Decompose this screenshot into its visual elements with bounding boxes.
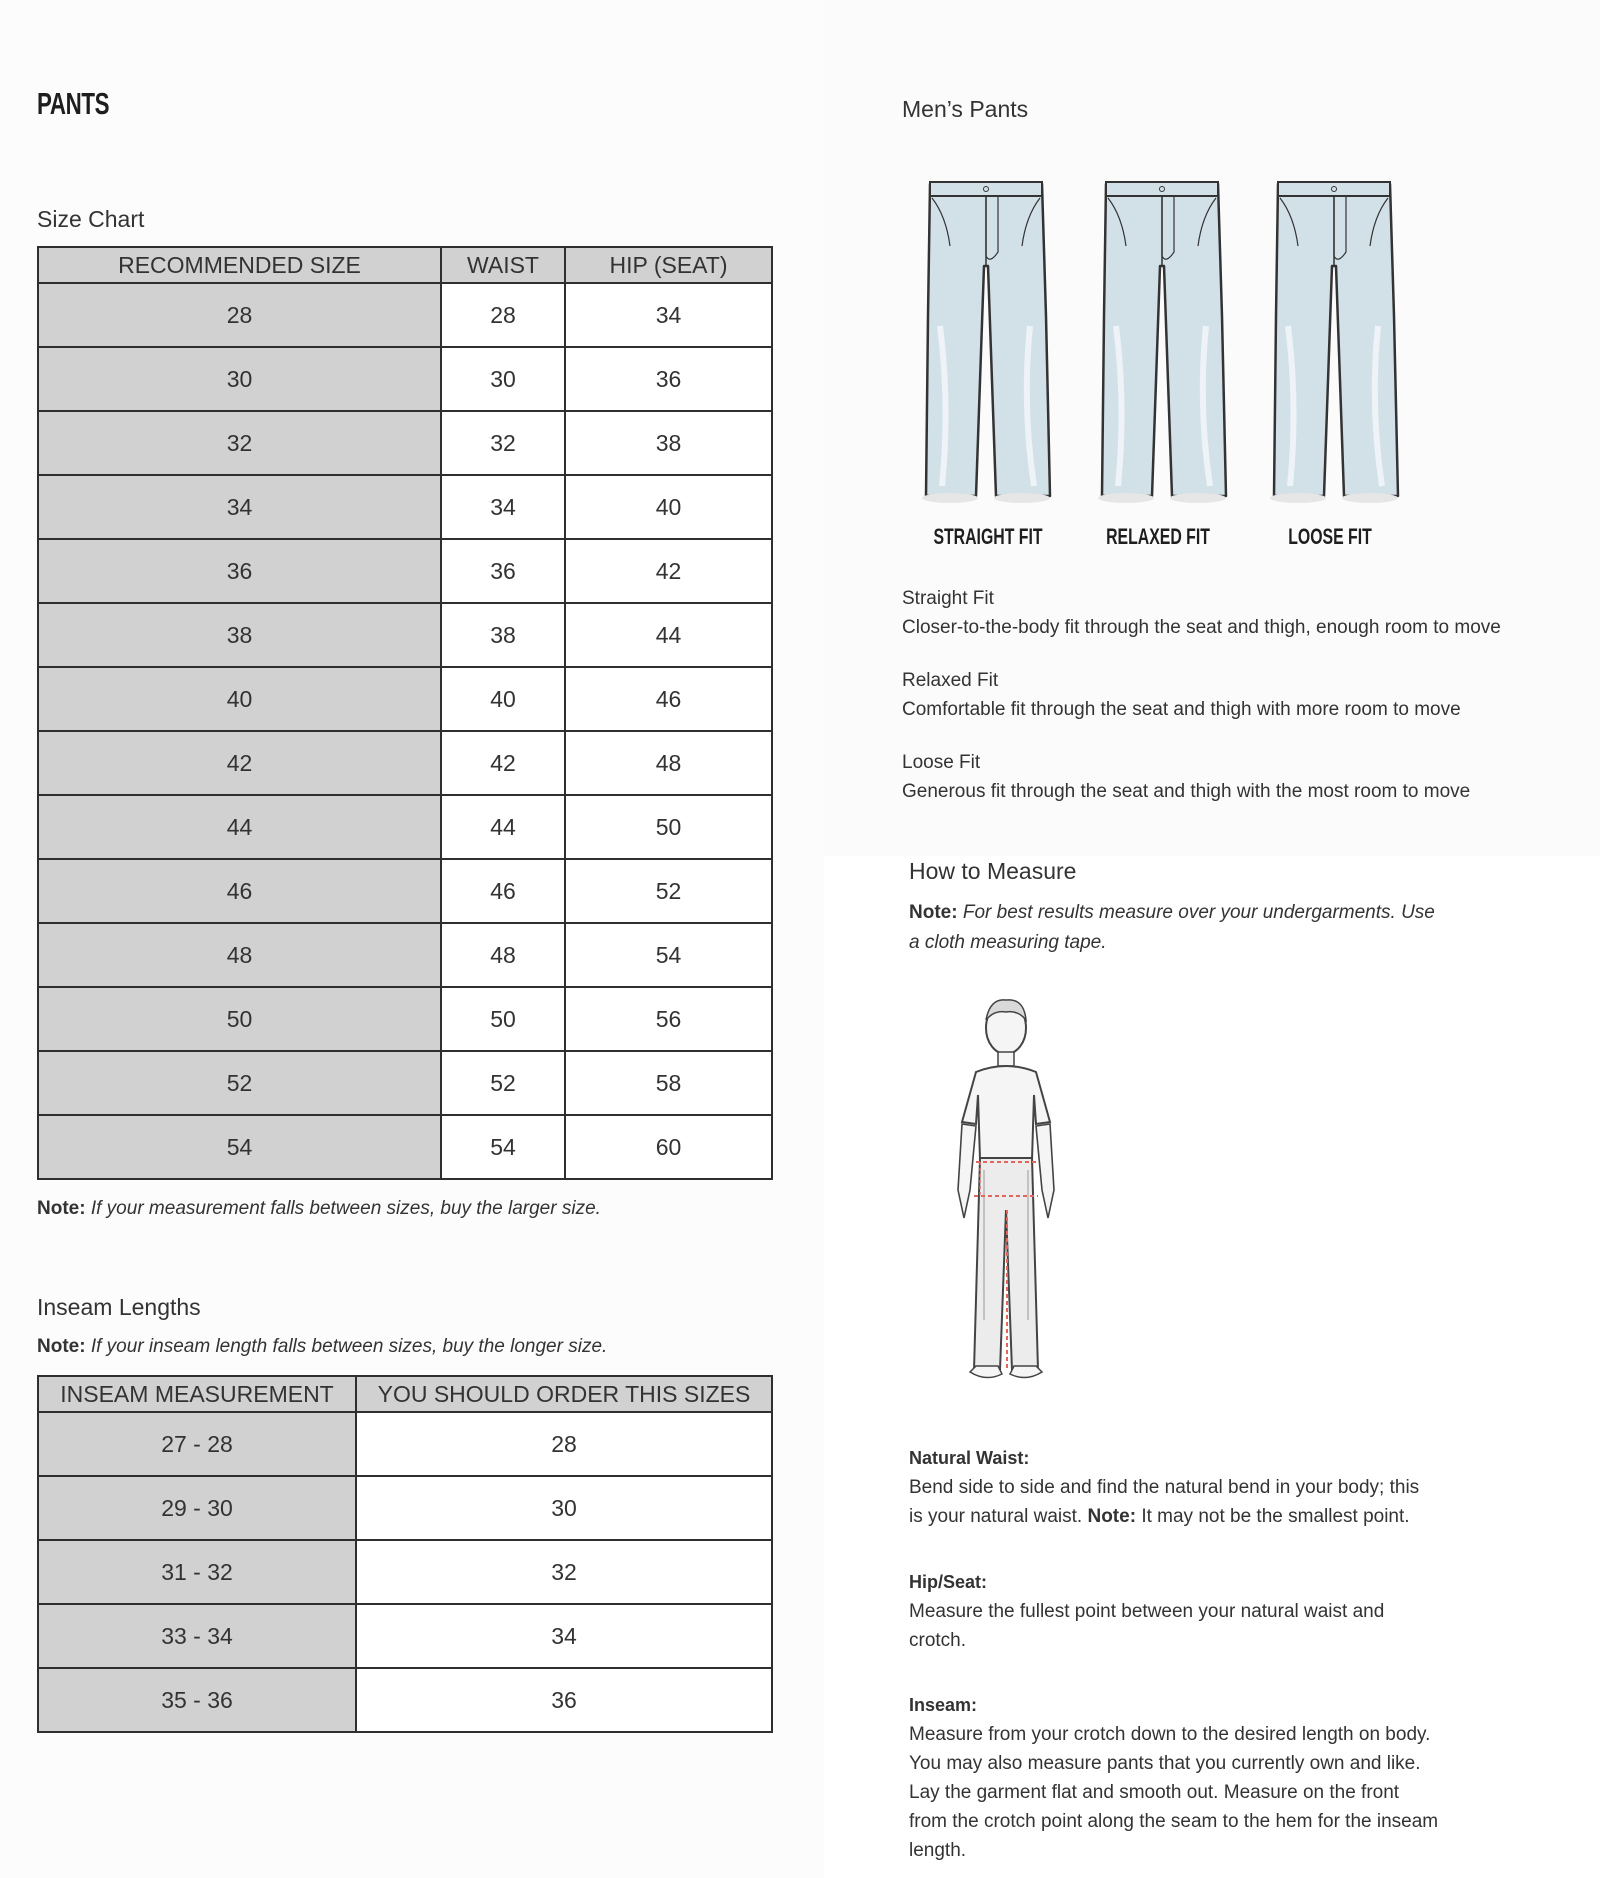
- hip-seat-cell: 46: [565, 667, 772, 731]
- waist-cell: 50: [441, 987, 565, 1051]
- natural-waist-section: [909, 1448, 1429, 1531]
- inseam-title: Inseam:: [909, 1695, 978, 1715]
- inseam-section: [909, 1695, 1439, 1865]
- size-chart-header-row: [38, 247, 772, 283]
- recommended-size-cell: 48: [38, 923, 441, 987]
- how-to-measure-note-text: For best results measure over your undergarments. Use a cloth measuring tape.: [909, 902, 1435, 953]
- loose-fit-label: LOOSE FIT: [1288, 524, 1372, 549]
- hip-seat-cell: 50: [565, 795, 772, 859]
- waist-cell: 42: [441, 731, 565, 795]
- fit-name: Straight Fit: [902, 588, 994, 609]
- order-size-cell: 30: [356, 1476, 772, 1540]
- mens-pants-heading: Men’s Pants: [902, 96, 1029, 122]
- fit-desc: Comfortable fit through the seat and thigh with more room to move: [902, 699, 1461, 720]
- hip-seat-cell: 36: [565, 347, 772, 411]
- natural-waist-title: Natural Waist:: [909, 1448, 1030, 1468]
- fit-name: Loose Fit: [902, 752, 981, 773]
- inseam-note-label: Note:: [37, 1336, 86, 1357]
- recommended-size-cell: 36: [38, 539, 441, 603]
- relaxed-fit-pants-image: [1098, 182, 1226, 503]
- inseam-note: [37, 1336, 607, 1358]
- hip-seat-cell: 60: [565, 1115, 772, 1179]
- hip-seat-cell: 40: [565, 475, 772, 539]
- hip-seat-cell: 54: [565, 923, 772, 987]
- table-row: [38, 539, 772, 603]
- hip-seat-section: [909, 1572, 1429, 1655]
- table-row: [38, 1115, 772, 1179]
- table-row: [38, 411, 772, 475]
- table-row: [38, 1051, 772, 1115]
- fit-name: Relaxed Fit: [902, 670, 999, 691]
- column-header-waist: WAIST: [441, 247, 565, 283]
- table-row: [38, 667, 772, 731]
- inseam-measurement-cell: 33 - 34: [38, 1604, 356, 1668]
- loose-fit-pants-image: [1270, 182, 1398, 503]
- inseam-note-text: If your inseam length falls between sizes, buy the longer size.: [90, 1336, 608, 1357]
- size-chart-note-label: Note:: [37, 1198, 86, 1219]
- waist-cell: 40: [441, 667, 565, 731]
- inseam-measurement-cell: 35 - 36: [38, 1668, 356, 1732]
- waist-cell: 52: [441, 1051, 565, 1115]
- body-measure-figure: [940, 990, 1080, 1400]
- waist-cell: 54: [441, 1115, 565, 1179]
- table-row: [38, 1540, 772, 1604]
- fit-desc: Generous fit through the seat and thigh with the most room to move: [902, 781, 1471, 802]
- natural-waist-text-block: [909, 1473, 1429, 1531]
- natural-waist-note-text: It may not be the smallest point.: [1141, 1506, 1410, 1527]
- fit-description-loose: [902, 752, 1470, 803]
- hip-seat-cell: 52: [565, 859, 772, 923]
- inseam-measurement-cell: 27 - 28: [38, 1412, 356, 1476]
- table-row: [38, 923, 772, 987]
- straight-fit-label: STRAIGHT FIT: [933, 524, 1043, 549]
- recommended-size-cell: 42: [38, 731, 441, 795]
- how-to-measure-note-label: Note:: [909, 902, 958, 923]
- hip-seat-cell: 56: [565, 987, 772, 1051]
- order-size-cell: 34: [356, 1604, 772, 1668]
- recommended-size-cell: 28: [38, 283, 441, 347]
- hip-seat-cell: 38: [565, 411, 772, 475]
- how-to-measure-note: [909, 898, 1439, 958]
- waist-cell: 30: [441, 347, 565, 411]
- fit-description-straight: [902, 588, 1501, 639]
- size-chart-note: [37, 1198, 601, 1220]
- column-header-recommended-size: RECOMMENDED SIZE: [38, 247, 441, 283]
- waist-cell: 32: [441, 411, 565, 475]
- relaxed-fit-label: RELAXED FIT: [1106, 524, 1210, 549]
- table-row: [38, 347, 772, 411]
- table-row: [38, 795, 772, 859]
- natural-waist-text: Bend side to side and find the natural bend in your body; this is your natural waist.: [909, 1477, 1420, 1527]
- recommended-size-cell: 46: [38, 859, 441, 923]
- table-row: [38, 1668, 772, 1732]
- fit-desc: Closer-to-the-body fit through the seat and thigh, enough room to move: [902, 617, 1501, 638]
- recommended-size-cell: 50: [38, 987, 441, 1051]
- recommended-size-cell: 38: [38, 603, 441, 667]
- inseam-heading: Inseam Lengths: [37, 1294, 201, 1320]
- table-row: [38, 859, 772, 923]
- recommended-size-cell: 30: [38, 347, 441, 411]
- table-row: [38, 1412, 772, 1476]
- recommended-size-cell: 34: [38, 475, 441, 539]
- waist-cell: 48: [441, 923, 565, 987]
- waist-cell: 34: [441, 475, 565, 539]
- recommended-size-cell: 32: [38, 411, 441, 475]
- table-row: [38, 987, 772, 1051]
- inseam-header-row: [38, 1376, 772, 1412]
- order-size-cell: 36: [356, 1668, 772, 1732]
- hip-seat-cell: 44: [565, 603, 772, 667]
- inseam-measurement-cell: 29 - 30: [38, 1476, 356, 1540]
- table-row: [38, 731, 772, 795]
- inseam-table: [37, 1375, 773, 1733]
- order-size-cell: 32: [356, 1540, 772, 1604]
- size-chart-note-text: If your measurement falls between sizes, buy the larger size.: [90, 1198, 601, 1219]
- pants-illustrations: [920, 170, 1420, 510]
- hip-seat-cell: 34: [565, 283, 772, 347]
- natural-waist-note-label: Note:: [1087, 1506, 1137, 1527]
- size-chart-heading: Size Chart: [37, 206, 145, 232]
- waist-cell: 44: [441, 795, 565, 859]
- column-header-hip-seat: HIP (SEAT): [565, 247, 772, 283]
- hip-seat-cell: 58: [565, 1051, 772, 1115]
- waist-cell: 28: [441, 283, 565, 347]
- inseam-measurement-cell: 31 - 32: [38, 1540, 356, 1604]
- recommended-size-cell: 54: [38, 1115, 441, 1179]
- waist-cell: 36: [441, 539, 565, 603]
- column-header-order-size: YOU SHOULD ORDER THIS SIZES: [356, 1376, 772, 1412]
- hip-seat-text: Measure the fullest point between your natural waist and crotch.: [909, 1601, 1385, 1651]
- waist-cell: 46: [441, 859, 565, 923]
- hip-seat-title: Hip/Seat:: [909, 1572, 988, 1592]
- page-title: PANTS: [37, 86, 110, 121]
- table-row: [38, 1476, 772, 1540]
- table-row: [38, 1604, 772, 1668]
- size-chart-table: [37, 246, 773, 1180]
- table-row: [38, 475, 772, 539]
- inseam-text: Measure from your crotch down to the desired length on body. You may also measure pants that you currently own and like. Lay the garment flat and smooth out. Measure on the front from the crotch point along the seam to the hem for the inseam length.: [909, 1724, 1439, 1861]
- column-header-inseam-measurement: INSEAM MEASUREMENT: [38, 1376, 356, 1412]
- table-row: [38, 603, 772, 667]
- recommended-size-cell: 40: [38, 667, 441, 731]
- fit-description-relaxed: [902, 670, 1461, 721]
- waist-cell: 38: [441, 603, 565, 667]
- straight-fit-pants-image: [922, 182, 1050, 503]
- hip-seat-cell: 42: [565, 539, 772, 603]
- hip-seat-cell: 48: [565, 731, 772, 795]
- recommended-size-cell: 44: [38, 795, 441, 859]
- table-row: [38, 283, 772, 347]
- order-size-cell: 28: [356, 1412, 772, 1476]
- how-to-measure-heading: How to Measure: [909, 858, 1077, 884]
- recommended-size-cell: 52: [38, 1051, 441, 1115]
